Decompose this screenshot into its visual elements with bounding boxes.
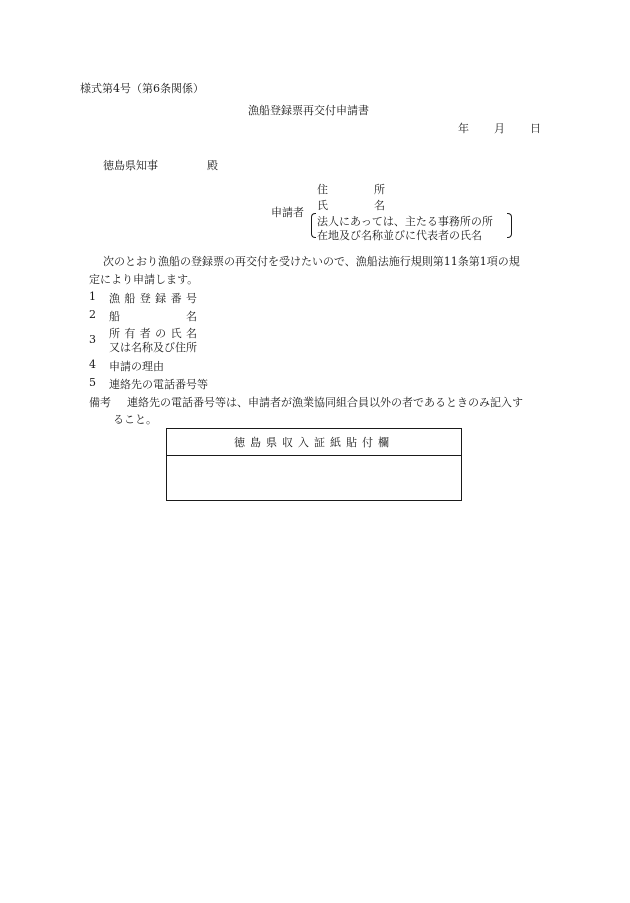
body-line2: 定により申請します。 <box>89 273 199 286</box>
name-label: 氏 名 <box>317 199 385 212</box>
item-1-number: 1 <box>89 290 96 303</box>
item-3-label: 所 有 者 の 氏 名 <box>109 327 197 340</box>
remarks-line1: 連絡先の電話番号等は、申請者が漁業協同組合員以外の者であるときのみ記入す <box>127 396 523 409</box>
right-bracket <box>507 213 512 238</box>
item-2-label: 船 名 <box>109 310 197 323</box>
form-number: 様式第4号（第6条関係） <box>80 82 204 95</box>
date-day-label: 日 <box>530 122 541 135</box>
item-1-label: 漁 船 登 録 番 号 <box>109 292 197 305</box>
form-title: 漁船登録票再交付申請書 <box>248 104 369 117</box>
applicant-label: 申請者 <box>271 206 304 219</box>
date-year-label: 年 <box>458 122 469 135</box>
revenue-stamp-box <box>166 428 462 501</box>
corp-note-line2: 在地及び名称並びに代表者の氏名 <box>317 229 482 242</box>
item-5-label: 連絡先の電話番号等 <box>109 378 208 391</box>
address-label: 住 所 <box>317 183 385 196</box>
item-2-number: 2 <box>89 308 96 321</box>
stamp-area <box>167 456 461 501</box>
remarks-label: 備考 <box>89 396 111 409</box>
addressee-name: 徳島県知事 <box>103 159 158 172</box>
item-4-number: 4 <box>89 358 96 371</box>
item-3-label2: 又は名称及び住所 <box>109 341 197 354</box>
addressee-honorific: 殿 <box>207 159 218 172</box>
stamp-box-header: 徳島県収入証紙貼付欄 <box>167 429 461 456</box>
date-month-label: 月 <box>494 122 505 135</box>
item-4-label: 申請の理由 <box>109 360 164 373</box>
left-bracket <box>311 213 316 238</box>
item-3-number: 3 <box>89 333 96 346</box>
corp-note-line1: 法人にあっては、主たる事務所の所 <box>317 215 493 228</box>
item-5-number: 5 <box>89 376 96 389</box>
remarks-line2: ること。 <box>113 413 157 426</box>
body-line1: 次のとおり漁船の登録票の再交付を受けたいので、漁船法施行規則第11条第1項の規 <box>103 255 520 268</box>
